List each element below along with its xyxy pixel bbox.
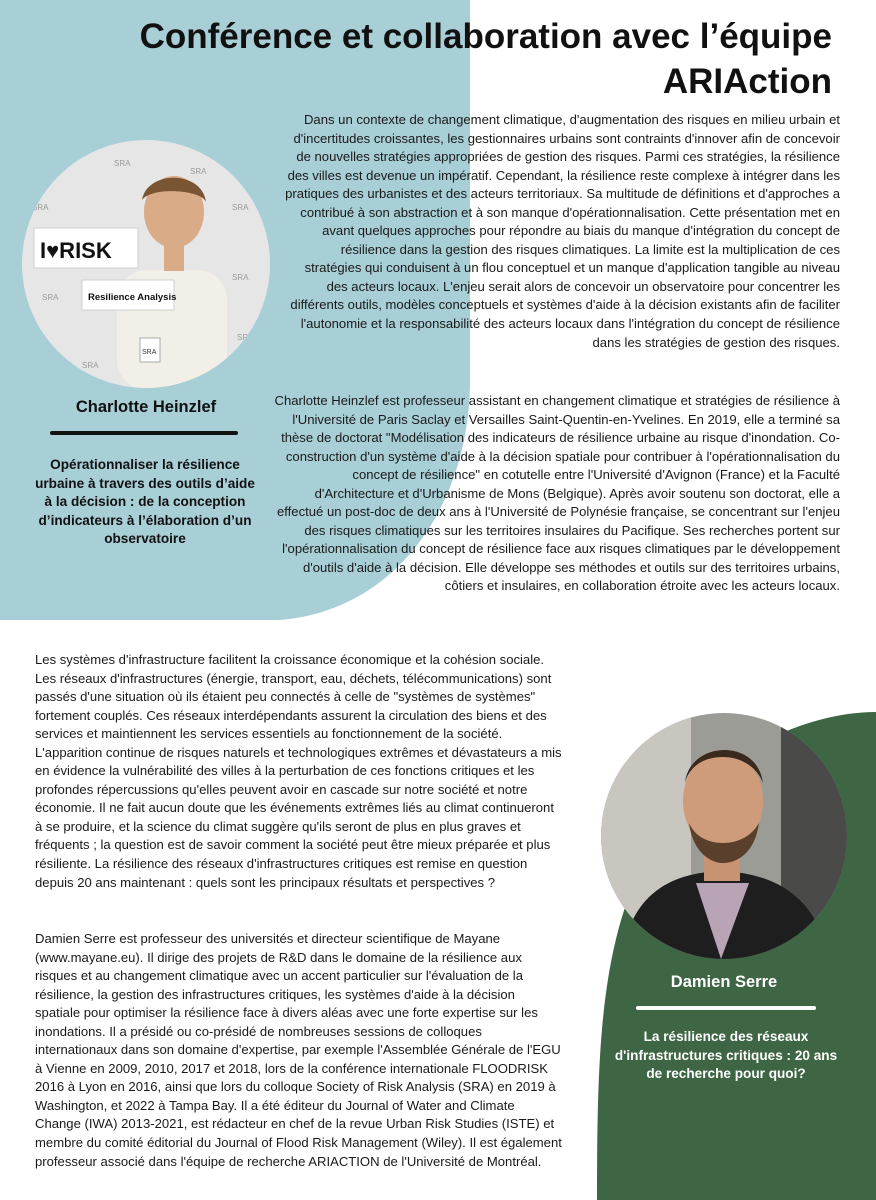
speaker1-abstract: Dans un contexte de changement climatique, d'augmentation des risques en milieu urbain et d'incertitudes croissantes, les gestionnaires urbains sont contraints d'innover afin de concevoir de nouvelles stratégies appropriées de gestion des risques. Parmi ces stratégies, la résilience des villes est devenue un impératif. Cependant, la résilience reste complexe à intégrer dans les pratiques des urbanistes et des acteurs territoriaux. Sa multitude de définitions et d'approches a contribué à son abstraction et à son manque d'opérationnalisation. Cette présentation met en avant quelques approches pour répondre au biais du manque d'intégration du concept de résilience dans la gestion des risques climatiques. La limite est la multiplication de ces stratégies qui conduisent à un flou conceptuel et un manque d'application tangible au niveau des acteurs locaux. L'enjeu serait alors de concevoir un observatoire pour concentrer les différents outils, modèles conceptuels et systèmes d'aide à la décision existants afin de faciliter l'autonomie et la responsabilité des acteurs locaux dans l'intégration du concept de résilience dans les stratégies de gestion des risques. (285, 112, 840, 350)
speaker2-name: Damien Serre (670, 973, 778, 991)
svg-text:SRA: SRA (232, 203, 249, 212)
badge-text: SRA (142, 349, 157, 356)
speaker1-name: Charlotte Heinzlef (75, 398, 217, 416)
speaker1-photo (22, 140, 270, 388)
sign1-text: I♥RISK (40, 238, 112, 263)
sign2-text: Resilience Analysis (88, 292, 177, 303)
svg-text:SRA: SRA (237, 333, 254, 342)
page-title: Conférence et collaboration avec l’équipe ARIAction (139, 17, 832, 101)
svg-text:SRA: SRA (82, 361, 99, 370)
speaker2-divider (636, 1006, 816, 1010)
svg-text:SRA: SRA (232, 273, 249, 282)
svg-text:SRA: SRA (190, 167, 207, 176)
speaker1-divider (50, 431, 238, 435)
svg-text:SRA: SRA (32, 203, 49, 212)
speaker2-abstract: Les systèmes d'infrastructure facilitent la croissance économique et la cohésion sociale. Les réseaux d'infrastructures (énergie, transport, eau, déchets, télécommunications) sont passés d'une situation où ils étaient peu connectés à celle de "systèmes de systèmes" fortement couplés. Ces réseaux interdépendants assurent la circulation des biens et des services et maintiennent les services essentiels au fonctionnement de la société. L'apparition continue de risques naturels et technologiques extrêmes et dévastateurs a mis en évidence la vulnérabilité des villes à la perturbation de ces fonctions critiques et les profondes répercussions qu'elles peuvent avoir en cascade sur notre société et notre économie. Il ne fait aucun doute que les événements extrêmes liés au climat continueront à se produire, et la science du climat suggère qu'ils seront de plus en plus graves et fréquents ; la question est de savoir comment la société peut être mieux préparée et plus résiliente. La résilience des réseaux d'infrastructures critiques est remise en question depuis 20 ans maintenant : quels sont les principaux résultats et perspectives ? (35, 652, 562, 890)
speaker1-talk-title: Opérationnaliser la résilience urbaine à travers des outils d’aide à la décision : de la conception d’indicateurs à l’élaboration d’un observatoire (35, 457, 255, 547)
speaker2-photo (601, 713, 847, 959)
speaker1-bio: Charlotte Heinzlef est professeur assistant en changement climatique et stratégies de résilience à l'Université de Paris Saclay et Versailles Saint-Quentin-en-Yvelines. En 2019, elle a terminé sa thèse de doctorat "Modélisation des indicateurs de résilience urbaine au risque d'inondation. Co-construction d'un système d'aide à la décision spatiale pour contribuer à l'opérationnalisation du concept de résilience" en cotutelle entre l'Université d'Avignon (France) et la Faculté d'Architecture et d'Urbanisme de Mons (Belgique). Après avoir soutenu son doctorat, elle a effectué un post-doc de deux ans à l'Université de Polynésie française, se concentrant sur l'enjeu des risques climatiques sur les territoires insulaires du Pacifique. Ses recherches portent sur l'opérationnalisation du concept de résilience face aux risques climatiques par le développement d'outils d'aide à la décision. Elle développe ses méthodes et outils sur des territoires urbains, côtiers et insulaires, en collaboration étroite avec les acteurs locaux. (274, 393, 840, 594)
speaker2-talk-title: La résilience des réseaux d'infrastructures critiques : 20 ans de recherche pour quoi? (614, 1029, 838, 1082)
svg-text:SRA: SRA (114, 159, 131, 168)
speaker2-bio: Damien Serre est professeur des universités et directeur scientifique de Mayane (www.mayane.eu). Il dirige des projets de R&D dans le domaine de la résilience aux risques et au changement climatique avec un accent particulier sur l'évaluation de la résilience, la gestion des infrastructures critiques, les systèmes d'aide à la décision spatiale pour optimiser la résilience face à divers aléas avec une forte expertise sur les inondations. Il a présidé ou co-présidé de nombreuses sessions de colloques internationaux dans son domaine d'expertise, par exemple l'Assemblée Générale de l'EGU à Vienne en 2009, 2010, 2017 et 2018, lors de la conférence internationale FLOODRISK 2016 à Lyon en 2016, ainsi que lors du colloque Society of Risk Analysis (SRA) en 2019 à Washington, et 2022 à Tampa Bay. Il a été éditeur du Journal of Water and Climate Change (IWA) 2013-2021, est rédacteur en chef de la revue Urban Risk Studies (ISTE) et membre du comité éditorial du Journal of Flood Risk Management (Wiley). Il est également professeur associé dans l'équipe de recherche ARIACTION de l'Université de Montréal. (35, 931, 562, 1169)
svg-text:SRA: SRA (42, 293, 59, 302)
